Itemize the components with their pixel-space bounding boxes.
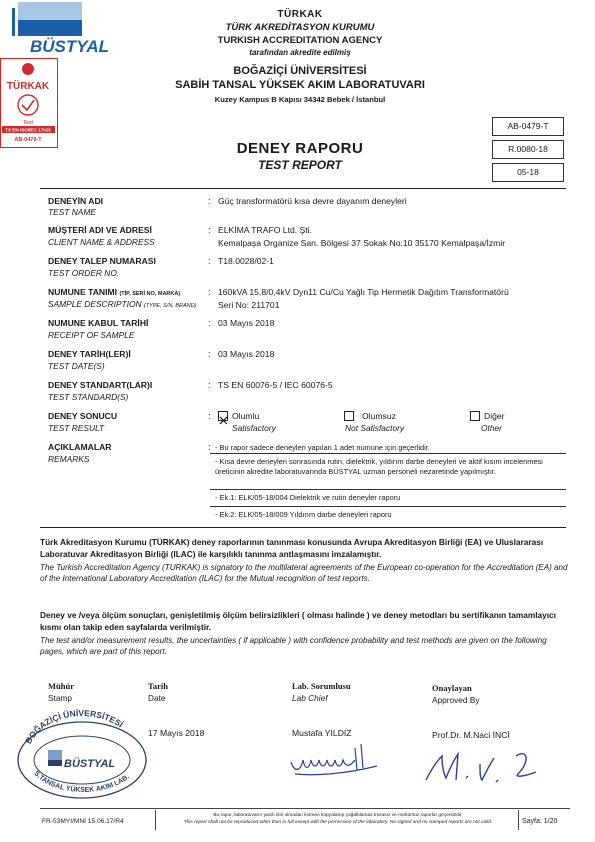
result-not-satisfactory-label: Olumsuz	[362, 411, 396, 421]
seal-line3: AB-0479-T	[14, 137, 42, 143]
approver-name: Prof.Dr. M.Naci İNCİ	[432, 730, 510, 740]
university-name: BOĞAZİÇİ ÜNİVERSİTESİ	[233, 65, 367, 77]
footer-note-tr: Bu rapor, laboratuvarın yazılı izni olmadan kısmen kopyalanıp çoğaltılamaz.İmzasız ve mühürsüz raporlar geçersizdir.	[213, 813, 463, 818]
accreditation-number-box: AB-0479-T	[492, 117, 564, 136]
client-name-value: ELKİMA TRAFO Ltd. Şti.	[218, 225, 312, 235]
remarks-label-en: REMARKS	[48, 454, 90, 464]
date-heading: Tarih	[148, 681, 169, 691]
lab-chief-heading: Lab. Sorumlusu	[292, 681, 351, 691]
result-label: DENEY SONUCU	[48, 411, 118, 421]
remarks-rule	[210, 489, 566, 490]
test-date-label-en: TEST DATE(S)	[48, 361, 105, 371]
accredited-by-text: tarafından akredite edilmiş	[249, 48, 351, 57]
client-label-en: CLIENT NAME & ADDRESS	[48, 237, 155, 247]
report-number-box: R.0080-18	[492, 140, 564, 159]
test-name-label: DENEYİN ADI	[48, 196, 104, 206]
results-statement-tr: Deney ve /veya ölçüm sonuçları, genişletilmiş ölçüm belirsizlikleri ( olması halinde ) ve deney metodları bu sertifikanın tamamlayıcı kısmı olan takip eden sayfalarda verilmiştir.	[40, 610, 556, 632]
stamp-bottom-text: S.TANSAL YÜKSEK AKIM LAB.	[32, 770, 131, 794]
receipt-value: 03 Mayıs 2018	[218, 318, 275, 328]
remark-item: - Bu rapor sadece deneyleri yapılan 1 adet numune için geçerlidir.	[215, 443, 430, 452]
stamp-logo-text: BÜSTYAL	[64, 758, 116, 770]
test-date-value: 03 Mayıs 2018	[218, 349, 275, 359]
result-other-label: Diğer	[484, 411, 505, 421]
result-other-checkbox	[470, 411, 480, 421]
svg-text:S.TANSAL YÜKSEK AKIM LAB.	[32, 770, 130, 794]
report-title-en: TEST REPORT	[258, 158, 342, 172]
result-satisfactory-label: Olumlu	[232, 411, 260, 421]
lab-chief-name: Mustafa YILDIZ	[292, 728, 352, 738]
result-satisfactory-label-en: Satisfactory	[232, 423, 276, 433]
colon: :	[208, 287, 211, 297]
table-bottom-rule	[40, 527, 566, 528]
standard-label-en: TEST STANDARD(S)	[48, 392, 129, 402]
footer-separator	[155, 810, 156, 830]
seal-line2: TS EN ISO/IEC 17025	[5, 127, 51, 133]
accreditation-statement-tr: Türk Akreditasyon Kurumu (TÜRKAK) deney raporlarının tanınması konusunda Avrupa Akreditasyon Birliği (EA) ve Uluslararası Laboratuvar Akreditasyon Birliği (ILAC) ile karşılıklı tanınma antlaşmasını imzalamıştır.	[40, 537, 544, 559]
footer-note	[158, 812, 518, 826]
receipt-label: NUMUNE KABUL TARİHİ	[48, 318, 149, 328]
results-statement-en: The test and/or measurement results, the uncertainties ( if applicable ) with confidence probability and test methods are given on the following pages, which are part of this report.	[40, 636, 547, 656]
approver-signature	[418, 742, 558, 790]
remarks-label: AÇIKLAMALAR	[48, 442, 112, 452]
standard-value: TS EN 60076-5 / IEC 60076-5	[218, 380, 333, 390]
page-number: Sayfa: 1/20	[522, 818, 558, 825]
remarks-rule	[210, 506, 566, 507]
form-code: FR-53MYI/MNİ 15.06.17/R4	[42, 818, 124, 825]
table-top-rule	[40, 188, 566, 189]
report-title: DENEY RAPORU	[236, 140, 364, 157]
lab-name: SABİH TANSAL YÜKSEK AKIM LABORATUVARI	[175, 79, 425, 91]
remark-item: - Ek.2: ELK/05-18/009 Yıldırım darbe deneyleri raporu	[215, 510, 392, 519]
lab-chief-heading-en: Lab Chief	[292, 693, 328, 703]
footer-separator	[518, 810, 519, 830]
stamp-top-text: BOĞAZİÇİ ÜNİVERSİTESİ	[23, 707, 126, 746]
footer-note-en: This report shall not be reproduced other than in full except with the permission of the laboratory. No signed and no stamped reports are not valid.	[183, 820, 493, 825]
date-code-box: 05-18	[492, 163, 564, 182]
sample-label-en-main: SAMPLE DESCRIPTION	[48, 299, 142, 309]
date-heading-en: Date	[148, 693, 166, 703]
colon: :	[208, 225, 211, 235]
sample-label-small: (TİP, SERİ NO, MARKA)	[119, 291, 181, 297]
footer-rule	[40, 808, 570, 809]
result-not-satisfactory-label-en: Not Satisfactory	[345, 423, 405, 433]
approver-heading: Onaylayan	[432, 683, 472, 693]
result-other-label-en: Other	[481, 423, 502, 433]
test-name-value: Güç transformatörü kısa devre dayanım deneyleri	[218, 196, 407, 206]
order-label-en: TEST ORDER NO.	[48, 268, 120, 278]
standard-label: DENEY STANDART(LAR)I	[48, 380, 153, 390]
checked-x-icon	[219, 416, 228, 425]
turkak-accreditation-seal	[0, 58, 58, 148]
sample-label	[48, 287, 180, 297]
stamp-heading-en: Stamp	[48, 693, 72, 703]
stamp-heading: Mühür	[48, 681, 74, 691]
accreditation-statement-en: The Turkish Accreditation Agency (TURKAK) is signatory to the multilateral agreements of the European co-operation for the Accreditation (EA) and of the International Laboratory Accreditation (ILAC) for the Mutual recognition of test reports.	[40, 563, 568, 583]
bustyal-logo	[0, 0, 140, 58]
order-value: T18.0028/02-1	[218, 256, 274, 266]
sample-serial-value: Seri No: 211701	[218, 300, 280, 310]
seal-brand: TÜRKAK	[6, 81, 50, 92]
colon: :	[208, 318, 211, 328]
lab-address: Kuzey Kampus B Kapısı 34342 Bebek / İstanbul	[214, 95, 386, 104]
test-date-label: DENEY TARİH(LER)İ	[48, 349, 131, 359]
university-stamp	[14, 704, 150, 800]
result-satisfactory-checkbox	[218, 411, 228, 421]
svg-text:BOĞAZİÇİ ÜNİVERSİTESİ	[23, 708, 125, 745]
colon: :	[208, 349, 211, 359]
client-label: MÜŞTERİ ADI VE ADRESİ	[48, 225, 152, 235]
remark-item: - Ek.1: ELK/05-18/004 Dielektrik ve rutin deneyler raporu	[215, 493, 401, 502]
order-label: DENEY TALEP NUMARASI	[48, 256, 156, 266]
remarks-rule	[210, 453, 566, 454]
bustyal-logo-text: BÜSTYAL	[30, 37, 110, 56]
colon: :	[208, 380, 211, 390]
sample-description-value: 160kVA 15,8/0,4kV Dyn11 Cu/Cu Yağlı Tip Hermetik Dağıtım Transformatörü	[218, 287, 509, 297]
seal-line1: Test	[22, 120, 34, 126]
colon: :	[208, 442, 211, 452]
date-value: 17 Mayıs 2018	[148, 728, 205, 738]
colon: :	[208, 196, 211, 206]
result-not-satisfactory-checkbox	[344, 411, 354, 421]
colon: :	[208, 256, 211, 266]
client-address-value: Kemalpaşa Organize San. Bölgesi 37 Sokak No:10 35170 Kemalpaşa/İzmir	[218, 238, 506, 248]
result-label-en: TEST RESULT	[48, 423, 105, 433]
remark-item: - Kısa devre deneyleri sonrasında rutin, dielektrik, yıldırım darbe deneyleri ve aktif kısım incelenmesi üreticinin akredite laboratuvarında BÜSTYAL uzman personeli nezaretinde yapılmıştır.	[215, 457, 543, 476]
org-name-en: TURKISH ACCREDITATION AGENCY	[217, 35, 383, 46]
approver-heading-en: Approved By	[432, 695, 480, 705]
org-name-tr: TÜRK AKREDİTASYON KURUMU	[225, 22, 375, 33]
receipt-label-en: RECEIPT OF SAMPLE	[48, 330, 135, 340]
colon: :	[208, 411, 211, 421]
sample-label-main: NUMUNE TANIMI	[48, 287, 118, 297]
lab-chief-signature	[285, 740, 385, 780]
sample-label-en-small: (TYPE, S/N, BRAND)	[143, 303, 197, 309]
sample-label-en	[48, 299, 196, 309]
test-name-label-en: TEST NAME	[48, 207, 96, 217]
org-short-name: TÜRKAK	[277, 9, 323, 20]
